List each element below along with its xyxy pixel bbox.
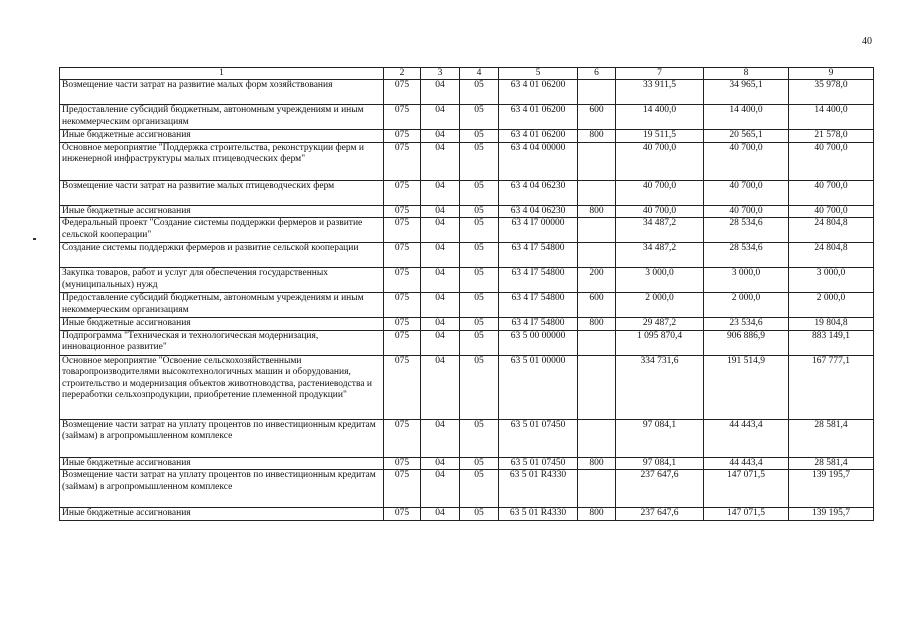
- expense-type-cell: 600: [578, 105, 616, 130]
- amount-cell-2023: 35 978,0: [789, 80, 874, 105]
- subsection-cell: 05: [460, 80, 499, 105]
- target-article-cell: 63 5 01 R4330: [499, 508, 578, 521]
- target-article-cell: 63 4 04 00000: [499, 142, 578, 180]
- code-cell: 075: [384, 457, 421, 470]
- header-cell: 7: [616, 68, 704, 80]
- row-name-cell: Подпрограмма "Техническая и технологическая модернизация, инновационное развитие": [60, 330, 384, 355]
- section-cell: 04: [421, 508, 460, 521]
- target-article-cell: 63 4 04 06230: [499, 205, 578, 218]
- amount-cell-2021: 34 487,2: [616, 218, 704, 243]
- expense-type-cell: [578, 142, 616, 180]
- amount-cell-2023: 3 000,0: [789, 268, 874, 293]
- table-row: [60, 80, 874, 105]
- amount-cell-2022: 191 514,9: [704, 355, 789, 419]
- amount-cell-2022: 147 071,5: [704, 470, 789, 508]
- table-row: [60, 218, 874, 243]
- amount-cell-2021: 2 000,0: [616, 293, 704, 318]
- table-row: [60, 180, 874, 205]
- code-cell: 075: [384, 205, 421, 218]
- amount-cell-2021: 19 511,5: [616, 130, 704, 143]
- expense-type-cell: 800: [578, 457, 616, 470]
- amount-cell-2022: 2 000,0: [704, 293, 789, 318]
- amount-cell-2023: 167 777,1: [789, 355, 874, 419]
- expense-type-cell: [578, 419, 616, 457]
- amount-cell-2021: 237 647,6: [616, 470, 704, 508]
- expense-type-cell: [578, 330, 616, 355]
- subsection-cell: 05: [460, 457, 499, 470]
- table-row: [60, 330, 874, 355]
- section-cell: 04: [421, 205, 460, 218]
- amount-cell-2023: 28 581,4: [789, 457, 874, 470]
- section-cell: 04: [421, 130, 460, 143]
- target-article-cell: 63 4 01 06200: [499, 105, 578, 130]
- section-cell: 04: [421, 105, 460, 130]
- subsection-cell: 05: [460, 318, 499, 331]
- amount-cell-2021: 40 700,0: [616, 142, 704, 180]
- subsection-cell: 05: [460, 142, 499, 180]
- amount-cell-2021: 34 487,2: [616, 243, 704, 268]
- target-article-cell: 63 4 I7 54800: [499, 318, 578, 331]
- section-cell: 04: [421, 243, 460, 268]
- section-cell: 04: [421, 80, 460, 105]
- code-cell: 075: [384, 470, 421, 508]
- subsection-cell: 05: [460, 508, 499, 521]
- section-cell: 04: [421, 218, 460, 243]
- code-cell: 075: [384, 105, 421, 130]
- amount-cell-2021: 29 487,2: [616, 318, 704, 331]
- section-cell: 04: [421, 268, 460, 293]
- row-name-cell: Иные бюджетные ассигнования: [60, 508, 384, 521]
- amount-cell-2022: 14 400,0: [704, 105, 789, 130]
- row-name-cell: Предоставление субсидий бюджетным, автономным учреждениям и иным некоммерческим организациям: [60, 105, 384, 130]
- target-article-cell: 63 4 01 06200: [499, 130, 578, 143]
- table-row: [60, 355, 874, 419]
- code-cell: 075: [384, 80, 421, 105]
- subsection-cell: 05: [460, 243, 499, 268]
- header-cell: 1: [60, 68, 384, 80]
- code-cell: 075: [384, 142, 421, 180]
- amount-cell-2021: 97 084,1: [616, 419, 704, 457]
- margin-mark: [33, 238, 36, 240]
- section-cell: 04: [421, 330, 460, 355]
- amount-cell-2023: 19 804,8: [789, 318, 874, 331]
- code-cell: 075: [384, 330, 421, 355]
- code-cell: 075: [384, 130, 421, 143]
- table-row: [60, 268, 874, 293]
- amount-cell-2022: 28 534,6: [704, 243, 789, 268]
- section-cell: 04: [421, 318, 460, 331]
- expense-type-cell: 800: [578, 205, 616, 218]
- code-cell: 075: [384, 243, 421, 268]
- subsection-cell: 05: [460, 470, 499, 508]
- target-article-cell: 63 5 01 R4330: [499, 470, 578, 508]
- expense-type-cell: [578, 355, 616, 419]
- amount-cell-2022: 20 565,1: [704, 130, 789, 143]
- row-name-cell: Возмещение части затрат на развитие малых форм хозяйствования: [60, 80, 384, 105]
- table-row: [60, 142, 874, 180]
- header-row: [60, 68, 874, 80]
- expense-type-cell: 800: [578, 130, 616, 143]
- row-name-cell: Создание системы поддержки фермеров и развитие сельской кооперации: [60, 243, 384, 268]
- amount-cell-2022: 23 534,6: [704, 318, 789, 331]
- row-name-cell: Основное мероприятие "Поддержка строительства, реконструкции ферм и инженерной инфраструктуры малых птицеводческих ферм": [60, 142, 384, 180]
- target-article-cell: 63 5 01 00000: [499, 355, 578, 419]
- amount-cell-2023: 24 804,8: [789, 218, 874, 243]
- table-row: [60, 130, 874, 143]
- subsection-cell: 05: [460, 293, 499, 318]
- amount-cell-2021: 1 095 870,4: [616, 330, 704, 355]
- expense-type-cell: 600: [578, 293, 616, 318]
- amount-cell-2021: 33 911,5: [616, 80, 704, 105]
- table-row: [60, 508, 874, 521]
- row-name-cell: Возмещение части затрат на развитие малых птицеводческих ферм: [60, 180, 384, 205]
- expense-type-cell: [578, 180, 616, 205]
- budget-table: [59, 67, 874, 521]
- amount-cell-2023: 2 000,0: [789, 293, 874, 318]
- amount-cell-2021: 3 000,0: [616, 268, 704, 293]
- amount-cell-2022: 40 700,0: [704, 180, 789, 205]
- amount-cell-2022: 34 965,1: [704, 80, 789, 105]
- table-body: [60, 68, 874, 521]
- target-article-cell: 63 5 01 07450: [499, 419, 578, 457]
- amount-cell-2023: 14 400,0: [789, 105, 874, 130]
- subsection-cell: 05: [460, 419, 499, 457]
- code-cell: 075: [384, 355, 421, 419]
- code-cell: 075: [384, 293, 421, 318]
- target-article-cell: 63 4 I7 54800: [499, 243, 578, 268]
- code-cell: 075: [384, 268, 421, 293]
- amount-cell-2022: 40 700,0: [704, 142, 789, 180]
- code-cell: 075: [384, 180, 421, 205]
- target-article-cell: 63 5 01 07450: [499, 457, 578, 470]
- table-row: [60, 470, 874, 508]
- expense-type-cell: [578, 80, 616, 105]
- table-row: [60, 205, 874, 218]
- table-row: [60, 105, 874, 130]
- amount-cell-2023: 40 700,0: [789, 142, 874, 180]
- table-row: [60, 243, 874, 268]
- subsection-cell: 05: [460, 330, 499, 355]
- subsection-cell: 05: [460, 205, 499, 218]
- section-cell: 04: [421, 457, 460, 470]
- header-cell: 8: [704, 68, 789, 80]
- section-cell: 04: [421, 142, 460, 180]
- amount-cell-2022: 44 443,4: [704, 457, 789, 470]
- expense-type-cell: 800: [578, 508, 616, 521]
- amount-cell-2022: 3 000,0: [704, 268, 789, 293]
- row-name-cell: Основное мероприятие "Освоение сельскохозяйственными товаропроизводителями высокотехнологичных машин и оборудования, строительство и модернизация объектов животноводства, растениеводства и переработки сельхозпродукции, приобретение племенной продукции": [60, 355, 384, 419]
- expense-type-cell: [578, 243, 616, 268]
- amount-cell-2023: 40 700,0: [789, 205, 874, 218]
- expense-type-cell: [578, 470, 616, 508]
- code-cell: 075: [384, 218, 421, 243]
- table-row: [60, 419, 874, 457]
- amount-cell-2021: 14 400,0: [616, 105, 704, 130]
- header-cell: 6: [578, 68, 616, 80]
- table-row: [60, 293, 874, 318]
- page-number: 40: [862, 36, 872, 47]
- header-cell: 9: [789, 68, 874, 80]
- header-cell: 3: [421, 68, 460, 80]
- row-name-cell: Предоставление субсидий бюджетным, автономным учреждениям и иным некоммерческим организациям: [60, 293, 384, 318]
- subsection-cell: 05: [460, 218, 499, 243]
- row-name-cell: Иные бюджетные ассигнования: [60, 130, 384, 143]
- code-cell: 075: [384, 419, 421, 457]
- table-row: [60, 318, 874, 331]
- amount-cell-2021: 334 731,6: [616, 355, 704, 419]
- amount-cell-2022: 28 534,6: [704, 218, 789, 243]
- header-cell: 2: [384, 68, 421, 80]
- expense-type-cell: 800: [578, 318, 616, 331]
- subsection-cell: 05: [460, 105, 499, 130]
- target-article-cell: 63 4 04 06230: [499, 180, 578, 205]
- amount-cell-2022: 44 443,4: [704, 419, 789, 457]
- amount-cell-2022: 906 886,9: [704, 330, 789, 355]
- amount-cell-2023: 28 581,4: [789, 419, 874, 457]
- row-name-cell: Федеральный проект "Создание системы поддержки фермеров и развитие сельской кооперации": [60, 218, 384, 243]
- table-row: [60, 457, 874, 470]
- row-name-cell: Иные бюджетные ассигнования: [60, 457, 384, 470]
- amount-cell-2023: 21 578,0: [789, 130, 874, 143]
- row-name-cell: Иные бюджетные ассигнования: [60, 318, 384, 331]
- row-name-cell: Возмещение части затрат на уплату процентов по инвестиционным кредитам (займам) в агропромышленном комплексе: [60, 419, 384, 457]
- amount-cell-2021: 237 647,6: [616, 508, 704, 521]
- section-cell: 04: [421, 180, 460, 205]
- target-article-cell: 63 4 I7 00000: [499, 218, 578, 243]
- subsection-cell: 05: [460, 180, 499, 205]
- subsection-cell: 05: [460, 268, 499, 293]
- header-cell: 4: [460, 68, 499, 80]
- amount-cell-2023: 24 804,8: [789, 243, 874, 268]
- expense-type-cell: 200: [578, 268, 616, 293]
- target-article-cell: 63 5 00 00000: [499, 330, 578, 355]
- subsection-cell: 05: [460, 130, 499, 143]
- amount-cell-2021: 40 700,0: [616, 180, 704, 205]
- subsection-cell: 05: [460, 355, 499, 419]
- amount-cell-2022: 40 700,0: [704, 205, 789, 218]
- section-cell: 04: [421, 355, 460, 419]
- target-article-cell: 63 4 01 06200: [499, 80, 578, 105]
- target-article-cell: 63 4 I7 54800: [499, 293, 578, 318]
- section-cell: 04: [421, 293, 460, 318]
- row-name-cell: Закупка товаров, работ и услуг для обеспечения государственных (муниципальных) нужд: [60, 268, 384, 293]
- header-cell: 5: [499, 68, 578, 80]
- amount-cell-2021: 97 084,1: [616, 457, 704, 470]
- target-article-cell: 63 4 I7 54800: [499, 268, 578, 293]
- amount-cell-2023: 139 195,7: [789, 508, 874, 521]
- amount-cell-2023: 139 195,7: [789, 470, 874, 508]
- amount-cell-2022: 147 071,5: [704, 508, 789, 521]
- expense-type-cell: [578, 218, 616, 243]
- row-name-cell: Иные бюджетные ассигнования: [60, 205, 384, 218]
- amount-cell-2023: 883 149,1: [789, 330, 874, 355]
- amount-cell-2023: 40 700,0: [789, 180, 874, 205]
- code-cell: 075: [384, 318, 421, 331]
- row-name-cell: Возмещение части затрат на уплату процентов по инвестиционным кредитам (займам) в агропромышленном комплексе: [60, 470, 384, 508]
- code-cell: 075: [384, 508, 421, 521]
- section-cell: 04: [421, 419, 460, 457]
- amount-cell-2021: 40 700,0: [616, 205, 704, 218]
- section-cell: 04: [421, 470, 460, 508]
